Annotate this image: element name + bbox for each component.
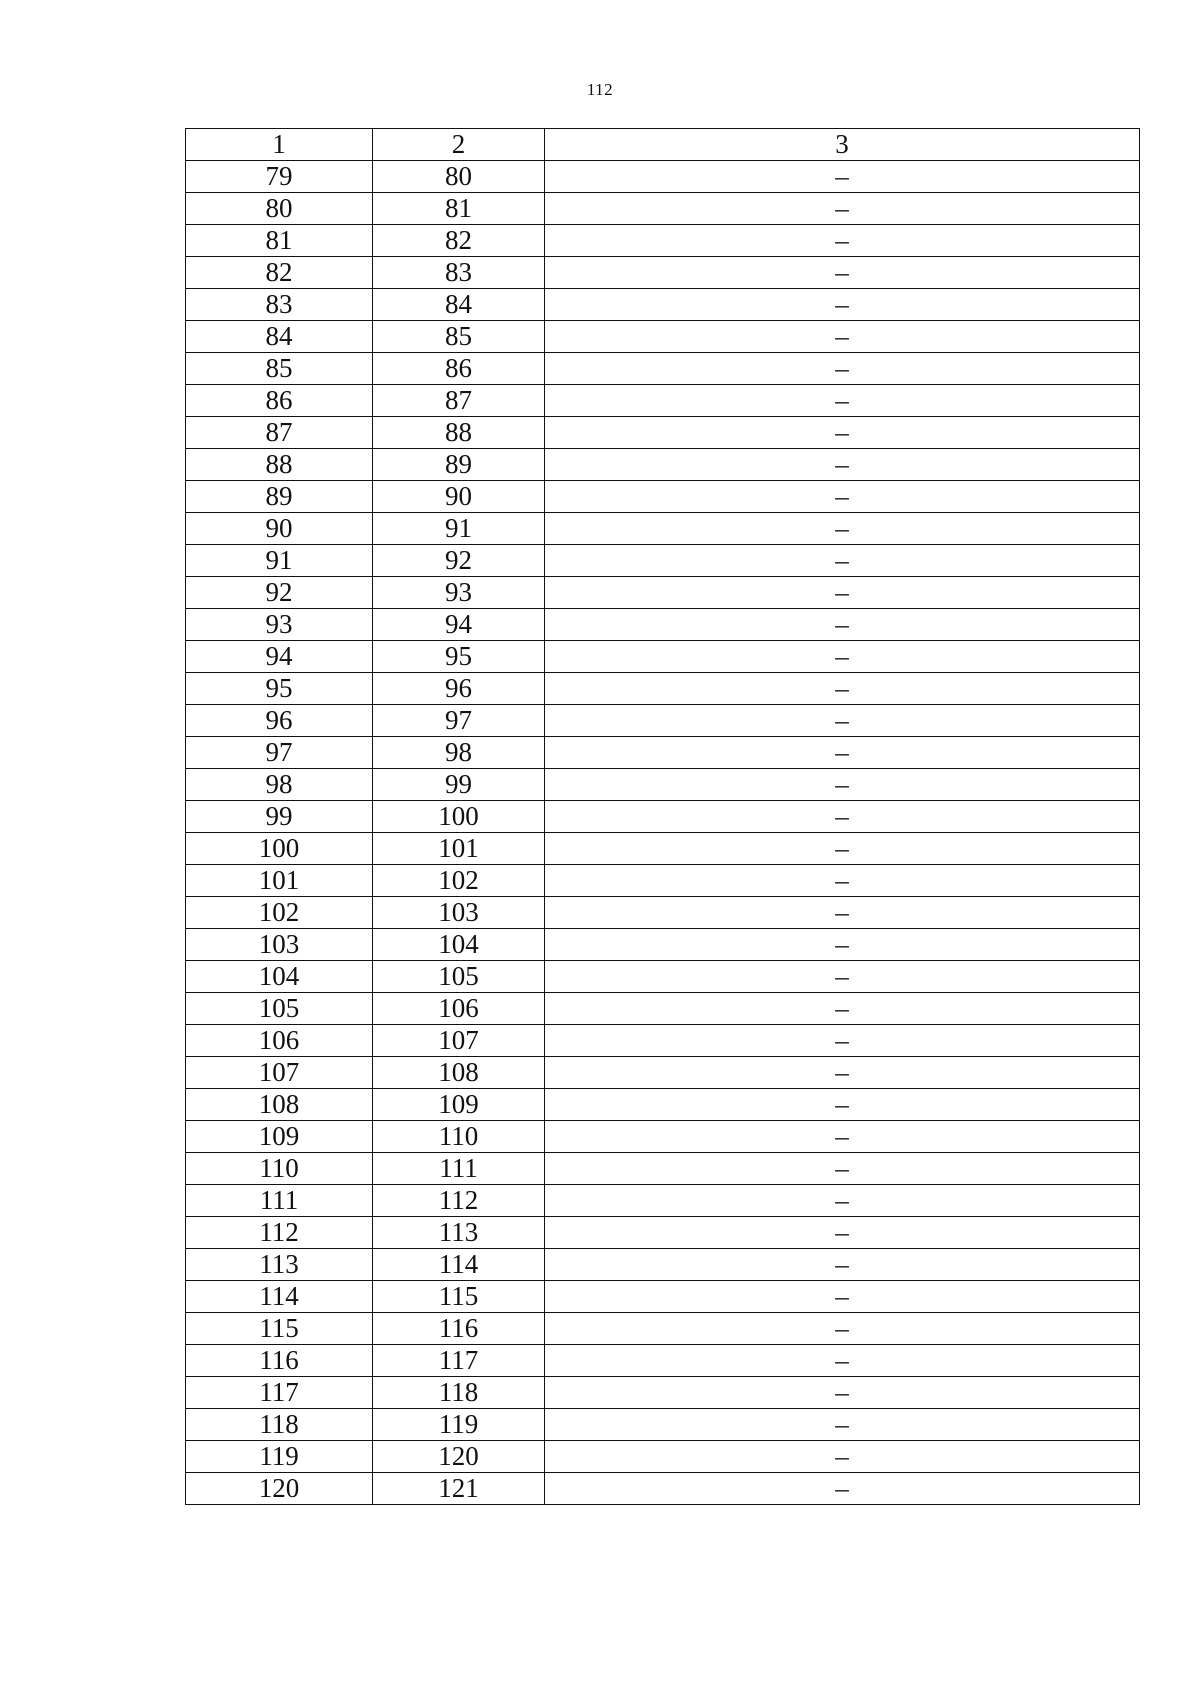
table-cell-col-3: – <box>545 865 1140 897</box>
table-cell-col-2: 83 <box>373 257 545 289</box>
table-row <box>186 257 1140 289</box>
table-cell-col-3: – <box>545 801 1140 833</box>
table-cell-col-2: 81 <box>373 193 545 225</box>
table-row <box>186 417 1140 449</box>
table-cell-col-1: 84 <box>186 321 373 353</box>
table-cell-col-1: 115 <box>186 1313 373 1345</box>
table-cell-col-2: 120 <box>373 1441 545 1473</box>
table-row <box>186 641 1140 673</box>
table-row <box>186 225 1140 257</box>
table-cell-col-1: 93 <box>186 609 373 641</box>
table-cell-col-2: 110 <box>373 1121 545 1153</box>
table-cell-col-2: 89 <box>373 449 545 481</box>
table-cell-col-3: – <box>545 321 1140 353</box>
table-cell-col-2: 101 <box>373 833 545 865</box>
table-cell-col-2: 100 <box>373 801 545 833</box>
table-row <box>186 1473 1140 1505</box>
table-cell-col-1: 89 <box>186 481 373 513</box>
table-cell-col-2: 85 <box>373 321 545 353</box>
table-cell-col-3: – <box>545 1281 1140 1313</box>
table-cell-col-1: 90 <box>186 513 373 545</box>
table-row <box>186 289 1140 321</box>
table-cell-col-2: 103 <box>373 897 545 929</box>
table-cell-col-1: 111 <box>186 1185 373 1217</box>
table-cell-col-1: 120 <box>186 1473 373 1505</box>
table-cell-col-3: – <box>545 513 1140 545</box>
table-cell-col-1: 100 <box>186 833 373 865</box>
table-cell-col-2: 98 <box>373 737 545 769</box>
table-row <box>186 577 1140 609</box>
table-cell-col-2: 86 <box>373 353 545 385</box>
table-cell-col-2: 112 <box>373 1185 545 1217</box>
table-cell-col-1: 110 <box>186 1153 373 1185</box>
table-cell-col-2: 121 <box>373 1473 545 1505</box>
table-cell-col-3: – <box>545 257 1140 289</box>
table-cell-col-2: 114 <box>373 1249 545 1281</box>
table-cell-col-1: 83 <box>186 289 373 321</box>
table-cell-col-2: 90 <box>373 481 545 513</box>
table-cell-col-1: 112 <box>186 1217 373 1249</box>
table-cell-col-1: 82 <box>186 257 373 289</box>
table-cell-col-3: – <box>545 897 1140 929</box>
table-row <box>186 1345 1140 1377</box>
table-cell-col-1: 80 <box>186 193 373 225</box>
table-row <box>186 1089 1140 1121</box>
table-cell-col-2: 91 <box>373 513 545 545</box>
table-row <box>186 1441 1140 1473</box>
table-cell-col-1: 81 <box>186 225 373 257</box>
table-row <box>186 897 1140 929</box>
table-cell-col-3: – <box>545 449 1140 481</box>
table-cell-col-3: – <box>545 193 1140 225</box>
page-number: 112 <box>586 80 614 99</box>
table-cell-col-3: – <box>545 737 1140 769</box>
table-cell-col-2: 115 <box>373 1281 545 1313</box>
table-cell-col-1: 113 <box>186 1249 373 1281</box>
table-cell-col-2: 113 <box>373 1217 545 1249</box>
table-cell-col-2: 104 <box>373 929 545 961</box>
table-row <box>186 1313 1140 1345</box>
column-header-2: 2 <box>373 129 545 161</box>
table-row <box>186 353 1140 385</box>
table-cell-col-1: 104 <box>186 961 373 993</box>
data-table <box>185 128 1140 1505</box>
table-cell-col-3: – <box>545 161 1140 193</box>
table-cell-col-1: 103 <box>186 929 373 961</box>
table-row <box>186 385 1140 417</box>
table-cell-col-3: – <box>545 1153 1140 1185</box>
table-cell-col-3: – <box>545 1377 1140 1409</box>
table-cell-col-1: 95 <box>186 673 373 705</box>
table-row <box>186 865 1140 897</box>
table-cell-col-2: 99 <box>373 769 545 801</box>
table-cell-col-3: – <box>545 1185 1140 1217</box>
table-row <box>186 1409 1140 1441</box>
table-cell-col-1: 107 <box>186 1057 373 1089</box>
table-row <box>186 1025 1140 1057</box>
table-cell-col-3: – <box>545 1409 1140 1441</box>
table-cell-col-3: – <box>545 353 1140 385</box>
table-cell-col-1: 114 <box>186 1281 373 1313</box>
table-cell-col-1: 79 <box>186 161 373 193</box>
table-cell-col-3: – <box>545 961 1140 993</box>
table-cell-col-1: 99 <box>186 801 373 833</box>
table-row <box>186 449 1140 481</box>
table-cell-col-3: – <box>545 1121 1140 1153</box>
table-cell-col-2: 118 <box>373 1377 545 1409</box>
table-cell-col-1: 116 <box>186 1345 373 1377</box>
table-cell-col-3: – <box>545 577 1140 609</box>
table-cell-col-2: 107 <box>373 1025 545 1057</box>
table-cell-col-3: – <box>545 705 1140 737</box>
column-header-1: 1 <box>186 129 373 161</box>
table-cell-col-3: – <box>545 1057 1140 1089</box>
table-row <box>186 1121 1140 1153</box>
table-cell-col-1: 96 <box>186 705 373 737</box>
table-cell-col-2: 117 <box>373 1345 545 1377</box>
table-row <box>186 705 1140 737</box>
table-cell-col-3: – <box>545 1025 1140 1057</box>
table-row <box>186 1249 1140 1281</box>
table-cell-col-3: – <box>545 1345 1140 1377</box>
table-cell-col-1: 87 <box>186 417 373 449</box>
table-cell-col-1: 118 <box>186 1409 373 1441</box>
table-row <box>186 1153 1140 1185</box>
table-cell-col-1: 117 <box>186 1377 373 1409</box>
table-cell-col-3: – <box>545 1441 1140 1473</box>
table-row <box>186 769 1140 801</box>
table-cell-col-3: – <box>545 1217 1140 1249</box>
table-cell-col-2: 116 <box>373 1313 545 1345</box>
table-cell-col-2: 80 <box>373 161 545 193</box>
table-cell-col-3: – <box>545 833 1140 865</box>
table-row <box>186 673 1140 705</box>
table-row <box>186 1185 1140 1217</box>
table-cell-col-1: 88 <box>186 449 373 481</box>
table-cell-col-1: 86 <box>186 385 373 417</box>
table-row <box>186 161 1140 193</box>
table-cell-col-1: 119 <box>186 1441 373 1473</box>
table-cell-col-2: 102 <box>373 865 545 897</box>
table-cell-col-3: – <box>545 1313 1140 1345</box>
table-row <box>186 833 1140 865</box>
table-cell-col-2: 106 <box>373 993 545 1025</box>
table-cell-col-2: 82 <box>373 225 545 257</box>
table-cell-col-3: – <box>545 929 1140 961</box>
table-cell-col-1: 105 <box>186 993 373 1025</box>
table-cell-col-2: 92 <box>373 545 545 577</box>
table-body <box>186 161 1140 1505</box>
table-cell-col-1: 98 <box>186 769 373 801</box>
table-cell-col-3: – <box>545 641 1140 673</box>
table-cell-col-3: – <box>545 481 1140 513</box>
table-cell-col-1: 85 <box>186 353 373 385</box>
table-cell-col-3: – <box>545 1473 1140 1505</box>
table-cell-col-1: 91 <box>186 545 373 577</box>
table-cell-col-1: 108 <box>186 1089 373 1121</box>
table-cell-col-2: 97 <box>373 705 545 737</box>
table-cell-col-3: – <box>545 289 1140 321</box>
table-cell-col-3: – <box>545 545 1140 577</box>
table-row <box>186 801 1140 833</box>
table-cell-col-3: – <box>545 769 1140 801</box>
table-cell-col-1: 109 <box>186 1121 373 1153</box>
table-row <box>186 1281 1140 1313</box>
table-row <box>186 1057 1140 1089</box>
table-cell-col-2: 119 <box>373 1409 545 1441</box>
table-header-row <box>186 129 1140 161</box>
table-cell-col-1: 94 <box>186 641 373 673</box>
table-cell-col-2: 87 <box>373 385 545 417</box>
table-cell-col-2: 88 <box>373 417 545 449</box>
table-cell-col-2: 93 <box>373 577 545 609</box>
table-row <box>186 737 1140 769</box>
table-cell-col-3: – <box>545 417 1140 449</box>
table-row <box>186 609 1140 641</box>
table-cell-col-1: 102 <box>186 897 373 929</box>
table-cell-col-3: – <box>545 609 1140 641</box>
table-cell-col-1: 97 <box>186 737 373 769</box>
table-cell-col-2: 111 <box>373 1153 545 1185</box>
table-row <box>186 321 1140 353</box>
column-header-3: 3 <box>545 129 1140 161</box>
table-cell-col-3: – <box>545 993 1140 1025</box>
table-row <box>186 993 1140 1025</box>
table-cell-col-3: – <box>545 1249 1140 1281</box>
table-cell-col-1: 106 <box>186 1025 373 1057</box>
table-cell-col-2: 108 <box>373 1057 545 1089</box>
table-cell-col-3: – <box>545 1089 1140 1121</box>
table-cell-col-3: – <box>545 673 1140 705</box>
table-cell-col-2: 105 <box>373 961 545 993</box>
table-cell-col-3: – <box>545 385 1140 417</box>
table-cell-col-2: 95 <box>373 641 545 673</box>
table-row <box>186 1217 1140 1249</box>
table-cell-col-2: 94 <box>373 609 545 641</box>
table-row <box>186 193 1140 225</box>
table-row <box>186 513 1140 545</box>
table-row <box>186 961 1140 993</box>
table-row <box>186 545 1140 577</box>
table-cell-col-2: 109 <box>373 1089 545 1121</box>
table-cell-col-2: 84 <box>373 289 545 321</box>
table-row <box>186 929 1140 961</box>
table-row <box>186 1377 1140 1409</box>
table-cell-col-1: 92 <box>186 577 373 609</box>
table-cell-col-2: 96 <box>373 673 545 705</box>
table-cell-col-1: 101 <box>186 865 373 897</box>
table-row <box>186 481 1140 513</box>
table-cell-col-3: – <box>545 225 1140 257</box>
